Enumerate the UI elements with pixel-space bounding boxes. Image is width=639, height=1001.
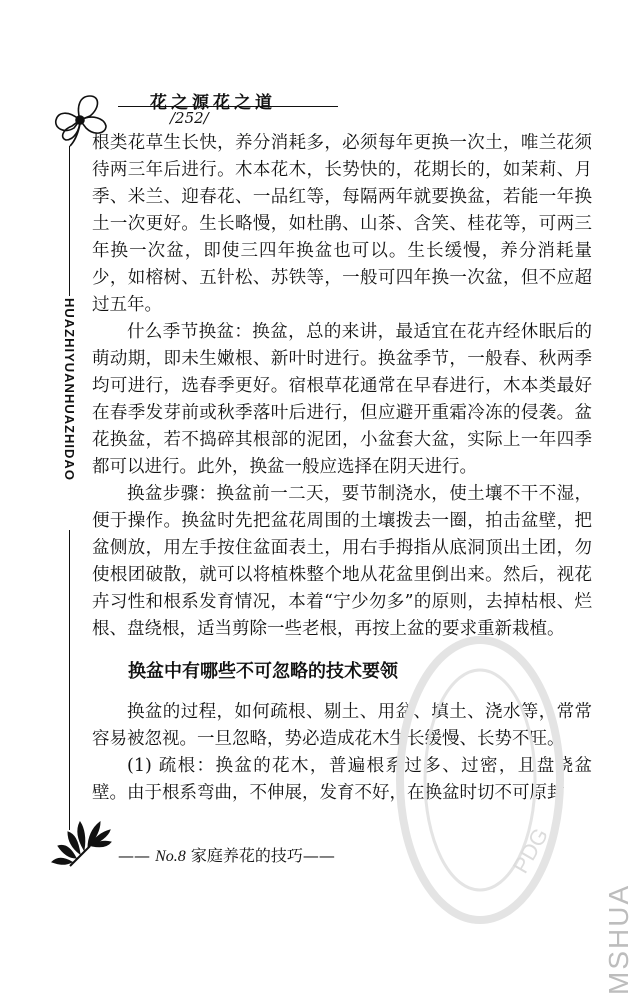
paragraph-1: 根类花草生长快，养分消耗多，必须每年更换一次土，唯兰花须待两三年后进行。木本花木，长势快的，花期长的，如茉莉、月季、米兰、迎春花、一品红等，每隔两年就要换盆，若能一年换土一次更好。生长略慢，如杜鹃、山茶、含笑、桂花等，可两三年换一次盆，即使三四年换盆也可以。生长缓慢，养分消耗量少，如榕树、五针松、苏铁等，一般可四年换一次盆，但不应超过五年。 bbox=[92, 133, 592, 315]
watermark-letters: MSHUA bbox=[603, 883, 634, 995]
watermark-stamp-text: PDG bbox=[507, 823, 554, 878]
paragraph-3: 换盆步骤：换盆前一二天，要节制浇水，使土壤不干不湿，便于操作。换盆时先把盆花周围的土壤拨去一圈，拍击盆壁，把盆侧放，用左手按住盆面表土，用右手拇指从底洞顶出土团，勿使根团破散，就可以将植株整个地从花盆里倒出来。然后，视花卉习性和根系发育情况，本着“宁少勿多”的原则，去掉枯根、烂根、盘绕根，适当剪除一些老根，再按上盆的要求重新栽植。 bbox=[92, 484, 592, 639]
watermark-stamp bbox=[380, 620, 580, 940]
left-margin-rule-top bbox=[69, 146, 70, 296]
running-header-title: 花之源花之道 bbox=[150, 93, 276, 113]
plant-ornament-icon bbox=[50, 816, 112, 874]
header-rule bbox=[118, 106, 338, 107]
paragraph-4: 换盆的过程，如何疏根、剔土、用盆、填土、浇水等，常常容易被忽视。一旦忽略，势必造成花木生长缓慢、长势不旺。 bbox=[92, 702, 592, 749]
paragraph-2: 什么季节换盆：换盆，总的来讲，最适宜在花卉经休眠后的萌动期，即未生嫩根、新叶时进行。换盆季节，一般春、秋两季均可进行，选春季更好。宿根草花通常在早春进行，木本类最好在春季发芽前或秋季落叶后进行，但应避开重霜冷冻的侵袭。盆花换盆，若不捣碎其根部的泥团，小盆套大盆，实际上一年四季都可以进行。此外，换盆一般应选择在阴天进行。 bbox=[92, 322, 592, 477]
paragraph-5: (1) 疏根：换盆的花木，普遍根系过多、过密，且盘绕盆壁。由于根系弯曲，不伸展，发育不好，在换盆时切不可原封 bbox=[92, 756, 592, 803]
left-margin-rule-bottom bbox=[69, 530, 70, 830]
chapter-number: No.8 bbox=[155, 848, 186, 865]
page-number: /252/ bbox=[170, 109, 209, 127]
footer-prefix: —— bbox=[118, 846, 156, 865]
side-vertical-text: HUAZHIYUANHUAZHIDAO bbox=[62, 298, 77, 481]
section-heading: 换盆中有哪些不可忽略的技术要领 bbox=[128, 661, 398, 682]
footer-title: 家庭养花的技巧—— bbox=[185, 846, 335, 865]
footer-line bbox=[118, 843, 335, 866]
